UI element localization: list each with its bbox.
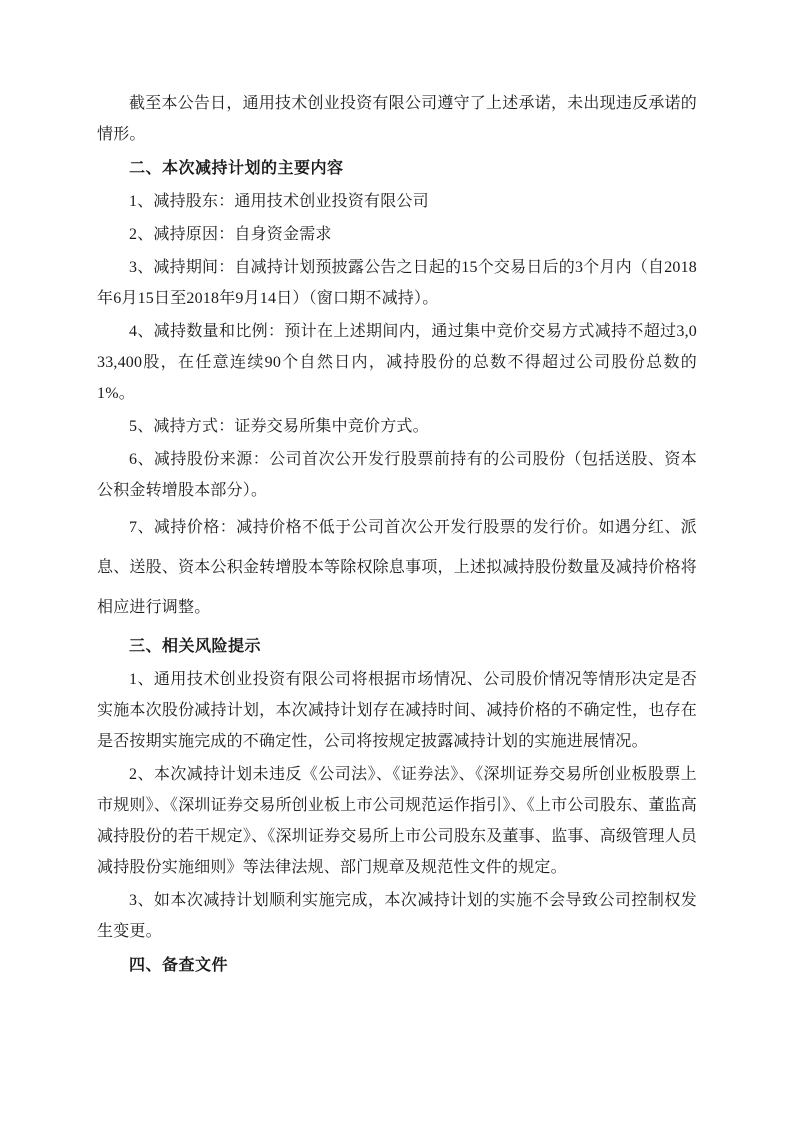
- item-3-reduction-period: 3、减持期间：自减持计划预披露公告之日起的15个交易日后的3个月内（自2018年6月15日至2018年9月14日）（窗口期不减持）。: [97, 259, 697, 307]
- risk-item-3-control-change: 3、如本次减持计划顺利实施完成，本次减持计划的实施不会导致公司控制权发生变更。: [97, 892, 697, 940]
- section-heading-3-risk-notice: 三、相关风险提示: [129, 638, 262, 655]
- item-4-reduction-quantity-ratio: 4、减持数量和比例：预计在上述期间内，通过集中竞价交易方式减持不超过3,033,400股，在任意连续90个自然日内，减持股份的总数不得超过公司股份总数的1%。: [97, 323, 697, 402]
- item-6-share-source: 6、减持股份来源：公司首次公开发行股票前持有的公司股份（包括送股、资本公积金转增股本部分）。: [97, 451, 697, 499]
- risk-item-2-legal-compliance: 2、本次减持计划未违反《公司法》、《证券法》、《深圳证券交易所创业板股票上市规则》、《深圳证券交易所创业板上市公司规范运作指引》、《上市公司股东、董监高减持股份的若干规定》、《深圳证券交易所上市公司股东及董事、监事、高级管理人员减持股份实施细则》等法律法规、部门规章及规范性文件的规定。: [97, 766, 697, 876]
- item-5-reduction-method: 5、减持方式：证券交易所集中竞价方式。: [129, 418, 429, 435]
- item-2-reduction-reason: 2、减持原因：自身资金需求: [129, 226, 332, 243]
- section-heading-4-reference-documents: 四、备查文件: [129, 957, 229, 974]
- risk-item-1-uncertainty: 1、通用技术创业投资有限公司将根据市场情况、公司股价情况等情形决定是否实施本次股份减持计划，本次减持计划存在减持时间、减持价格的不确定性，也存在是否按期实施完成的不确定性，公司将按规定披露减持计划的实施进展情况。: [97, 671, 697, 750]
- section-heading-2-plan-content: 二、本次减持计划的主要内容: [129, 160, 344, 177]
- document-body: [97, 88, 697, 981]
- item-1-reducing-shareholder: 1、减持股东：通用技术创业投资有限公司: [129, 193, 429, 210]
- item-7-reduction-price: 7、减持价格：减持价格不低于公司首次公开发行股票的发行价。如遇分红、派息、送股、资本公积金转增股本等除权除息事项，上述拟减持股份数量及减持价格将相应进行调整。: [97, 519, 697, 616]
- paragraph-commitment-status: 截至本公告日，通用技术创业投资有限公司遵守了上述承诺，未出现违反承诺的情形。: [97, 95, 697, 143]
